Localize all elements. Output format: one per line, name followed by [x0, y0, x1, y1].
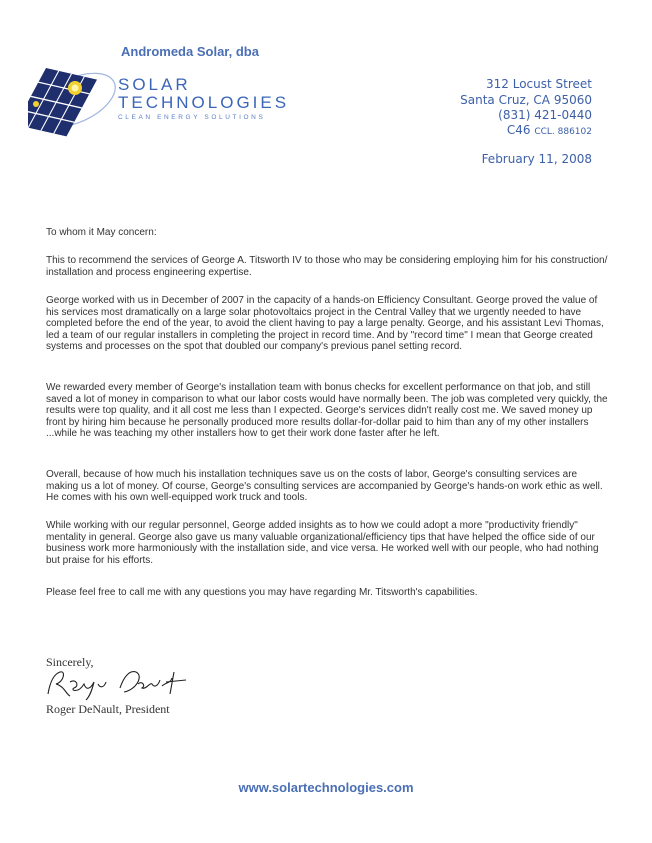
- footer-website[interactable]: [0, 780, 652, 795]
- signer-name: Roger DeNault, President: [46, 702, 170, 716]
- website-link[interactable]: www.solartechnologies.com: [238, 780, 414, 795]
- paragraph-text: Please feel free to call me with any questions you may have regarding Mr. Titsworth's capabilities.: [46, 587, 478, 598]
- company-phone: (831) 421-0440: [498, 108, 592, 122]
- brand-name-line1: SOLAR: [118, 75, 191, 94]
- paragraph-text: George worked with us in December of 2007 in the capacity of a hands-on Efficiency Consultant. George proved the value of his services most dramatically on a large solar photovoltaics project in the Central Valley that we urgently needed to have completed before the end of the year, to avoid the client having to pay a large penalty. George, and his assistant Levi Thomas, led a team of our regular installers in completing the project in record time. And by "record time" I mean that George created systems and processes on the spot that doubled our company's previous panel setting record.: [46, 295, 604, 352]
- address-city: Santa Cruz, CA 95060: [460, 93, 592, 107]
- paragraph-1: [46, 255, 608, 278]
- paragraph-6: [46, 587, 608, 599]
- paragraph-text: This to recommend the services of George A. Titsworth IV to those who may be considering employing him for his construction/ installation and process engineering expertise.: [46, 255, 608, 278]
- letter-date: February 11, 2008: [481, 152, 592, 166]
- paragraph-4: [46, 469, 608, 504]
- paragraph-text: We rewarded every member of George's installation team with bonus checks for excellent performance on that job, and still saved a lot of money in comparison to what our labor costs would have normally been. The job was completed very quickly, the results were top quality, and it all cost me less than I expected. George's services didn't really cost me. We saved money up front by hiring him because he personally produced more results dollar-for-dollar paid to him than any of my other installers ...while he was teaching my other installers how to get their work done faster after he left.: [46, 382, 608, 439]
- solar-panel-logo-icon: [28, 58, 118, 142]
- paragraph-5: [46, 520, 608, 566]
- license-prefix: C46: [506, 123, 531, 137]
- salutation: To whom it May concern:: [46, 227, 157, 238]
- address-street: 312 Locust Street: [486, 77, 592, 91]
- paragraph-3: [46, 382, 608, 440]
- license-number: [507, 123, 592, 137]
- handwritten-signature-icon: [40, 660, 200, 704]
- brand-name-line2: TECHNOLOGIES: [118, 93, 290, 112]
- paragraph-2: [46, 295, 608, 353]
- paragraph-text: Overall, because of how much his installation techniques save us on the costs of labor, George's consulting services are making us a lot of money. Of course, George's consulting services are accompanied by George's hands-on work ethic as well. He comes with his own well-equipped work truck and tools.: [46, 469, 603, 503]
- brand-tagline: CLEAN ENERGY SOLUTIONS: [118, 114, 266, 121]
- paragraph-text: While working with our regular personnel, George added insights as to how we could adopt a more "productivity friendly" mentality in general. George also gave us many valuable organizational/efficiency tips that have helped the office side of our business work more harmoniously with the installation side, and vice versa. He worked well with our people, who had nothing but praise for his efforts.: [46, 520, 599, 566]
- company-dba: Andromeda Solar, dba: [121, 44, 259, 59]
- license-suffix: CCL. 886102: [534, 127, 592, 137]
- closing: Sincerely,: [46, 655, 94, 669]
